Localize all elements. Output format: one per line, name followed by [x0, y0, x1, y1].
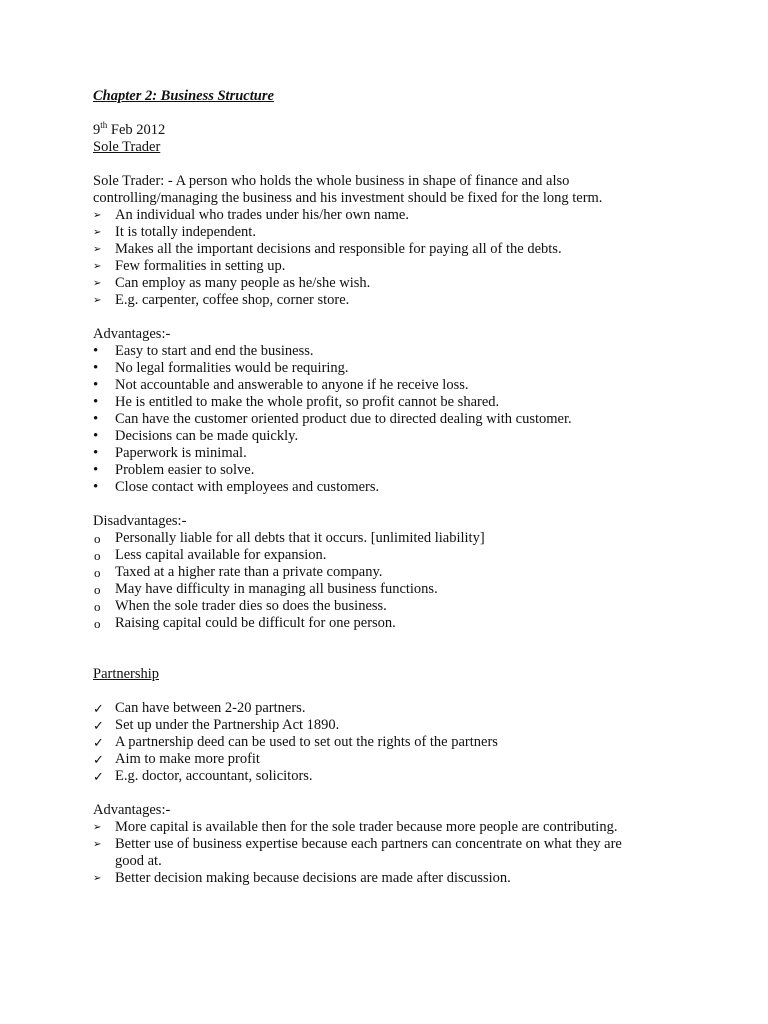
sole-trader-advantage-text: He is entitled to make the whole profit, so profit cannot be shared.	[115, 394, 500, 410]
partnership-advantage-text	[115, 836, 622, 870]
partnership-point-text: Aim to make more profit	[115, 751, 260, 767]
partnership-point-text: E.g. doctor, accountant, solicitors.	[115, 768, 313, 784]
circle-marker-icon: o	[94, 616, 101, 631]
bullet-marker-icon: •	[93, 411, 99, 427]
partnership-point	[93, 751, 693, 768]
sole-trader-disadvantage	[93, 615, 693, 632]
bullet-marker-icon: •	[93, 360, 99, 376]
partnership-advantage	[93, 836, 693, 870]
arrow-marker-icon: ➢	[93, 210, 102, 221]
sole-trader-advantage-text: Close contact with employees and customers.	[115, 479, 380, 495]
sole-trader-advantage	[93, 479, 693, 496]
sole-trader-heading: Sole Trader	[93, 139, 161, 155]
sole-trader-advantage	[93, 462, 693, 479]
partnership-advantage	[93, 870, 693, 887]
sole-trader-advantages-heading: Advantages:-	[93, 326, 171, 342]
arrow-marker-icon: ➢	[93, 227, 102, 238]
partnership-point	[93, 734, 693, 751]
sole-trader-advantage-text: Paperwork is minimal.	[115, 445, 247, 461]
bullet-marker-icon: •	[93, 479, 99, 495]
bullet-marker-icon: •	[93, 445, 99, 461]
sole-trader-advantage	[93, 360, 693, 377]
sole-trader-disadvantage-text: May have difficulty in managing all business functions.	[115, 581, 438, 597]
sole-trader-point-text: Can employ as many people as he/she wish.	[115, 275, 371, 291]
bullet-marker-icon: •	[93, 428, 99, 444]
arrow-marker-icon: ➢	[93, 295, 102, 306]
partnership-point	[93, 717, 693, 734]
sole-trader-point	[93, 207, 693, 224]
partnership-advantage-text-line: good at.	[115, 853, 162, 869]
sole-trader-point	[93, 292, 693, 309]
partnership-point-text: Can have between 2-20 partners.	[115, 700, 306, 716]
arrow-marker-icon: ➢	[93, 873, 102, 884]
partnership-point	[93, 768, 693, 785]
partnership-advantages-list	[93, 819, 693, 887]
sole-trader-disadvantage-text: Raising capital could be difficult for one person.	[115, 615, 396, 631]
sole-trader-disadvantage	[93, 547, 693, 564]
sole-trader-advantage-text: Problem easier to solve.	[115, 462, 255, 478]
document-page	[93, 88, 693, 887]
sole-trader-point	[93, 224, 693, 241]
chapter-title: Chapter 2: Business Structure	[93, 88, 274, 104]
partnership-point	[93, 700, 693, 717]
partnership-advantage-text-line: Better use of business expertise because each partners can concentrate on what they are	[115, 836, 622, 852]
circle-marker-icon: o	[94, 531, 101, 546]
sole-trader-point-text: An individual who trades under his/her own name.	[115, 207, 409, 223]
sole-trader-point	[93, 241, 693, 258]
sole-trader-disadvantage-text: When the sole trader dies so does the business.	[115, 598, 387, 614]
circle-marker-icon: o	[94, 582, 101, 597]
sole-trader-disadvantage-text: Less capital available for expansion.	[115, 547, 327, 563]
bullet-marker-icon: •	[93, 377, 99, 393]
partnership-advantage	[93, 819, 693, 836]
sole-trader-point-text: Few formalities in setting up.	[115, 258, 286, 274]
sole-trader-disadvantage	[93, 598, 693, 615]
arrow-marker-icon: ➢	[93, 244, 102, 255]
circle-marker-icon: o	[94, 599, 101, 614]
partnership-point-text: Set up under the Partnership Act 1890.	[115, 717, 340, 733]
sole-trader-disadvantage	[93, 564, 693, 581]
sole-trader-point-text: E.g. carpenter, coffee shop, corner store.	[115, 292, 350, 308]
sole-trader-definition-line-2: controlling/managing the business and his investment should be fixed for the long term.	[93, 190, 603, 206]
circle-marker-icon: o	[94, 565, 101, 580]
sole-trader-disadvantages-list	[93, 530, 693, 632]
sole-trader-advantage-text: Decisions can be made quickly.	[115, 428, 299, 444]
sole-trader-definition-line-1: Sole Trader: - A person who holds the whole business in shape of finance and also	[93, 173, 570, 189]
arrow-marker-icon: ➢	[93, 822, 102, 833]
date-day: 9	[93, 122, 101, 138]
bullet-marker-icon: •	[93, 462, 99, 478]
bullet-marker-icon: •	[93, 394, 99, 410]
circle-marker-icon: o	[94, 548, 101, 563]
sole-trader-advantage	[93, 377, 693, 394]
partnership-advantages-heading: Advantages:-	[93, 802, 171, 818]
sole-trader-advantage	[93, 445, 693, 462]
sole-trader-advantage	[93, 428, 693, 445]
check-marker-icon: ✓	[93, 769, 104, 784]
sole-trader-point	[93, 275, 693, 292]
sole-trader-advantage	[93, 343, 693, 360]
check-marker-icon: ✓	[93, 752, 104, 767]
partnership-advantage-text: More capital is available then for the sole trader because more people are contributing.	[115, 819, 618, 835]
sole-trader-advantage	[93, 394, 693, 411]
sole-trader-advantage	[93, 411, 693, 428]
partnership-point-text: A partnership deed can be used to set out the rights of the partners	[115, 734, 498, 750]
sole-trader-advantage-text: Can have the customer oriented product due to directed dealing with customer.	[115, 411, 572, 427]
sole-trader-disadvantage-text: Personally liable for all debts that it occurs. [unlimited liability]	[115, 530, 485, 546]
sole-trader-point	[93, 258, 693, 275]
sole-trader-advantage-text: Easy to start and end the business.	[115, 343, 314, 359]
date-suffix: th	[100, 120, 108, 131]
arrow-marker-icon: ➢	[93, 839, 102, 850]
sole-trader-point-text: It is totally independent.	[115, 224, 256, 240]
check-marker-icon: ✓	[93, 701, 104, 716]
sole-trader-disadvantage	[93, 530, 693, 547]
sole-trader-disadvantage	[93, 581, 693, 598]
sole-trader-point-text: Makes all the important decisions and responsible for paying all of the debts.	[115, 241, 562, 257]
partnership-points-list	[93, 700, 693, 785]
sole-trader-disadvantages-heading: Disadvantages:-	[93, 513, 187, 529]
arrow-marker-icon: ➢	[93, 261, 102, 272]
partnership-advantage-text: Better decision making because decisions are made after discussion.	[115, 870, 511, 886]
check-marker-icon: ✓	[93, 735, 104, 750]
date-rest: Feb 2012	[107, 122, 166, 138]
check-marker-icon: ✓	[93, 718, 104, 733]
sole-trader-advantages-list	[93, 343, 693, 496]
sole-trader-advantage-text: No legal formalities would be requiring.	[115, 360, 349, 376]
arrow-marker-icon: ➢	[93, 278, 102, 289]
sole-trader-advantage-text: Not accountable and answerable to anyone if he receive loss.	[115, 377, 469, 393]
bullet-marker-icon: •	[93, 343, 99, 359]
sole-trader-disadvantage-text: Taxed at a higher rate than a private company.	[115, 564, 383, 580]
sole-trader-points-list	[93, 207, 693, 309]
date-line	[93, 122, 693, 139]
partnership-heading: Partnership	[93, 666, 160, 682]
